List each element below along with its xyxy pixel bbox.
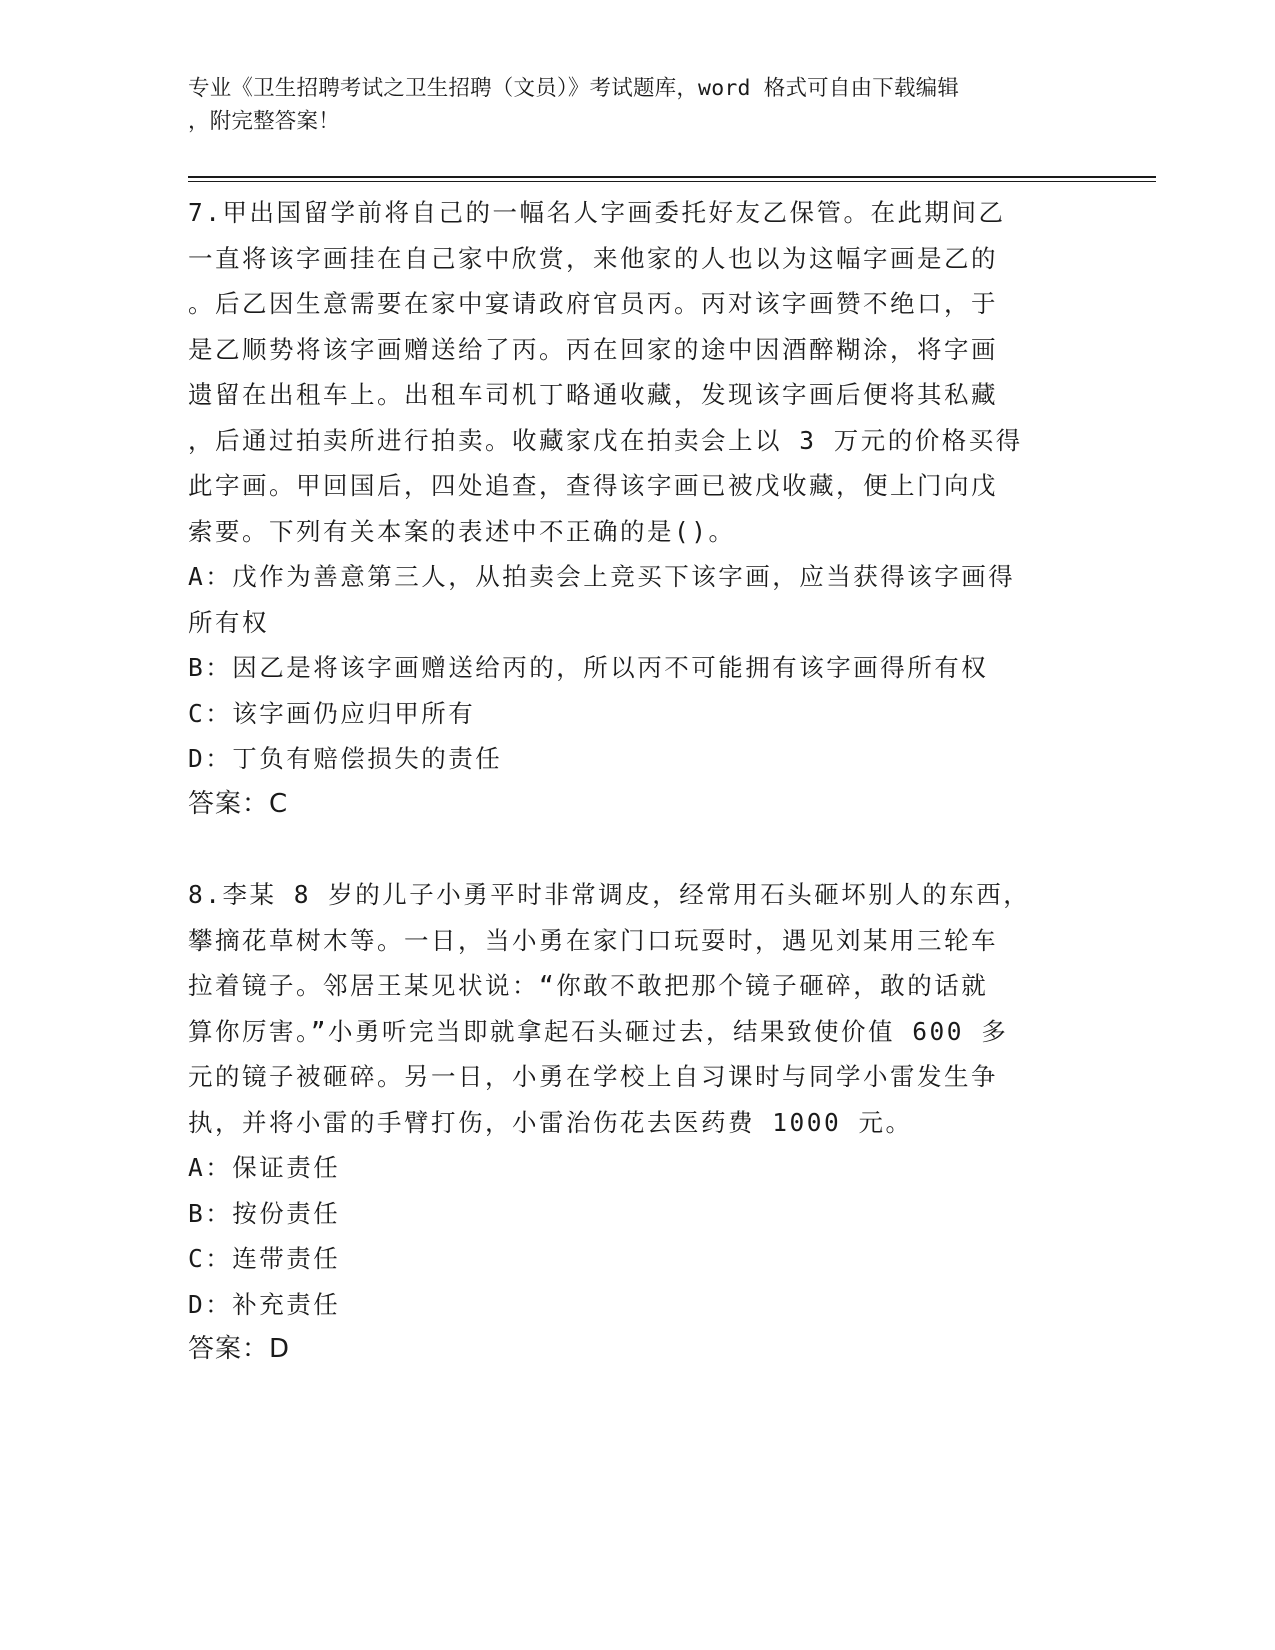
question-stem-line: 算你厉害。”小勇听完当即就拿起石头砸过去，结果致使价值 600 多 (188, 1016, 1009, 1046)
header-divider (188, 176, 1156, 182)
option-b: B：因乙是将该字画赠送给丙的，所以丙不可能拥有该字画得所有权 (188, 653, 989, 682)
question-7 (188, 190, 1088, 827)
question-stem-line: 遗留在出租车上。出租车司机丁略通收藏，发现该字画后便将其私藏 (188, 380, 998, 409)
question-stem-line: 元的镜子被砸碎。另一日，小勇在学校上自习课时与同学小雷发生争 (188, 1062, 998, 1091)
question-stem-line: ，后通过拍卖所进行拍卖。收藏家戊在拍卖会上以 3 万元的价格买得 (188, 425, 1023, 455)
option-a-line: 所有权 (188, 607, 269, 637)
question-stem-line: 7.甲出国留学前将自己的一幅名人字画委托好友乙保管。在此期间乙 (188, 198, 1006, 227)
question-stem-line: 此字画。甲回国后，四处追查，查得该字画已被戊收藏，便上门向戊 (188, 471, 998, 500)
option-a-line: A：戊作为善意第三人，从拍卖会上竞买下该字画，应当获得该字画得 (188, 562, 1016, 591)
header-line: 专业《卫生招聘考试之卫生招聘（文员）》考试题库，word 格式可自由下载编辑 (188, 76, 960, 101)
header-line: ，附完整答案！ (188, 109, 340, 134)
question-stem-line: 攀摘花草树木等。一日，当小勇在家门口玩耍时，遇见刘某用三轮车 (188, 925, 998, 955)
question-stem-line: 。后乙因生意需要在家中宴请政府官员丙。丙对该字画赞不绝口，于 (188, 289, 998, 318)
question-stem-line: 索要。下列有关本案的表述中不正确的是()。 (188, 516, 736, 546)
question-stem-line: 8.李某 8 岁的儿子小勇平时非常调皮，经常用石头砸坏别人的东西， (188, 880, 1031, 909)
page-header (188, 72, 1088, 138)
answer: 答案：C (188, 788, 289, 819)
question-8 (188, 872, 1088, 1373)
option-b: B：按份责任 (188, 1198, 341, 1228)
option-d: D：丁负有赔偿损失的责任 (188, 744, 503, 773)
question-stem-line: 执，并将小雷的手臂打伤，小雷治伤花去医药费 1000 元。 (188, 1107, 913, 1137)
option-d: D：补充责任 (188, 1289, 341, 1319)
answer: 答案：D (188, 1334, 291, 1364)
option-a: A：保证责任 (188, 1153, 341, 1182)
option-c: C：连带责任 (188, 1244, 341, 1273)
question-stem-line: 是乙顺势将该字画赠送给了丙。丙在回家的途中因酒醉糊涂，将字画 (188, 334, 998, 364)
question-stem-line: 一直将该字画挂在自己家中欣赏，来他家的人也以为这幅字画是乙的 (188, 243, 998, 273)
option-c: C：该字画仍应归甲所有 (188, 698, 476, 728)
question-stem-line: 拉着镜子。邻居王某见状说：“你敢不敢把那个镜子砸碎，敢的话就 (188, 971, 989, 1000)
